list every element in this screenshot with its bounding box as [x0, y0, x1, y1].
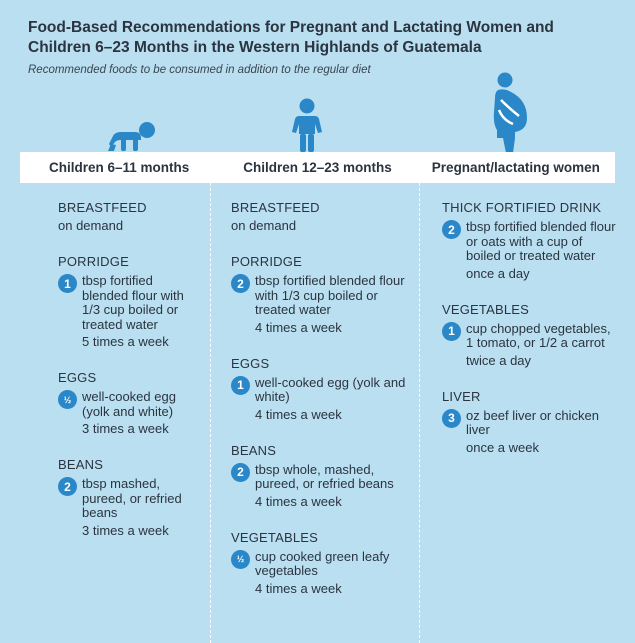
frequency-text: twice a day [466, 352, 532, 368]
column-toddlers [231, 200, 411, 617]
column-header-women: Pregnant/lactating women [431, 160, 600, 175]
recommendation-text: well-cooked egg (yolk and white) [82, 389, 176, 419]
frequency-text: 3 times a week [82, 421, 169, 436]
frequency-text: on demand [231, 218, 297, 233]
crawling-baby-icon [107, 120, 159, 152]
frequency-text: once a week [466, 439, 539, 455]
section-title: THICK FORTIFIED DRINK [442, 200, 602, 215]
frequency-text: 5 times a week [82, 334, 169, 349]
recommendation-text: oz beef liver or chicken liver [466, 407, 599, 437]
section-liver [442, 389, 617, 456]
pregnant-woman-icon [487, 72, 533, 154]
section-title: PORRIDGE [58, 254, 129, 269]
amount-badge: 3 [442, 409, 461, 428]
recommendation-item [231, 463, 411, 492]
amount-badge: ½ [58, 390, 77, 409]
standing-child-icon [290, 98, 324, 154]
recommendation-item [58, 477, 198, 521]
section-title: BREASTFEED [231, 200, 320, 215]
section-breastfeed [231, 200, 411, 234]
column-header-bar [20, 152, 615, 183]
recommendation-text: tbsp fortified blended flour or oats with a cup of boiled or treated water [466, 219, 616, 263]
amount-badge: 2 [58, 477, 77, 496]
amount-badge: ½ [231, 550, 250, 569]
section-title: EGGS [58, 370, 97, 385]
recommendation-item [231, 550, 411, 579]
frequency-text: 4 times a week [255, 493, 342, 509]
recommendation-item [442, 409, 617, 438]
section-porridge [58, 254, 198, 350]
frequency-text: once a day [466, 265, 530, 281]
column-divider [210, 183, 211, 643]
amount-badge: 2 [442, 220, 461, 239]
section-porridge [231, 254, 411, 336]
frequency-text: on demand [58, 218, 124, 233]
column-header-toddlers: Children 12–23 months [243, 160, 392, 175]
recommendation-item [442, 220, 617, 264]
column-header-infants: Children 6–11 months [49, 160, 190, 175]
recommendation-text: tbsp fortified blended flour with 1/3 cup boiled or treated water [255, 273, 405, 317]
section-thick-fortified-drink [442, 200, 617, 282]
column-infants [58, 200, 198, 559]
recommendation-text: well-cooked egg (yolk and white) [255, 374, 406, 404]
frequency-text: 4 times a week [255, 406, 342, 422]
frequency-text: 3 times a week [82, 522, 169, 538]
frequency-text: 4 times a week [255, 580, 342, 596]
section-breastfeed [58, 200, 198, 234]
amount-badge: 1 [231, 376, 250, 395]
page-title: Food-Based Recommendations for Pregnant and Lactating Women and Children 6–23 Months in the Western Highlands of Guatemala [28, 19, 554, 56]
section-title: EGGS [231, 355, 270, 371]
section-eggs [58, 370, 198, 437]
amount-badge: 2 [231, 463, 250, 482]
recommendation-text: cup chopped vegetables, 1 tomato, or 1/2 a carrot [466, 320, 611, 350]
section-beans [58, 457, 198, 539]
amount-badge: 2 [231, 274, 250, 293]
page-subtitle: Recommended foods to be consumed in addition to the regular diet [28, 64, 371, 76]
section-title: BEANS [58, 457, 104, 472]
section-eggs [231, 356, 411, 423]
recommendation-item [442, 322, 617, 351]
section-title: LIVER [442, 388, 481, 404]
section-beans [231, 443, 411, 510]
section-title: VEGETABLES [231, 529, 319, 545]
recommendation-item [58, 390, 198, 419]
section-vegetables [231, 530, 411, 597]
frequency-text: 4 times a week [255, 319, 342, 335]
section-title: PORRIDGE [231, 254, 302, 269]
section-title: BEANS [231, 442, 277, 458]
section-vegetables [442, 302, 617, 369]
section-title: BREASTFEED [58, 200, 147, 215]
section-title: VEGETABLES [442, 301, 530, 317]
amount-badge: 1 [58, 274, 77, 293]
recommendation-text: tbsp fortified blended flour with 1/3 cup boiled or treated water [82, 273, 184, 332]
recommendation-item [231, 274, 411, 318]
recommendation-text: tbsp mashed, pureed, or refried beans [82, 476, 182, 520]
amount-badge: 1 [442, 322, 461, 341]
recommendation-text: tbsp whole, mashed, pureed, or refried beans [255, 461, 394, 491]
column-women [442, 200, 617, 476]
recommendation-item [231, 376, 411, 405]
column-divider [419, 183, 420, 643]
recommendation-item [58, 274, 198, 332]
recommendation-text: cup cooked green leafy vegetables [255, 548, 390, 578]
